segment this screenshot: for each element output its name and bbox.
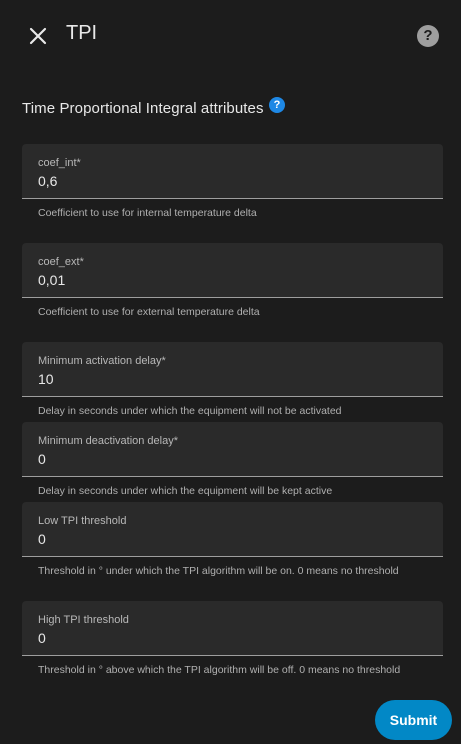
field-label: Minimum activation delay*: [38, 355, 166, 367]
coef-int-field[interactable]: [22, 144, 443, 199]
minimum-deactivation-delay-field[interactable]: [22, 422, 443, 477]
low-tpi-threshold-field[interactable]: [22, 502, 443, 557]
coef-ext-field[interactable]: [22, 243, 443, 298]
field-label: High TPI threshold: [38, 614, 129, 626]
close-icon[interactable]: [26, 24, 50, 48]
dialog-title: TPI: [66, 22, 98, 44]
field-helper-text: Threshold in ° above which the TPI algorithm will be off. 0 means no threshold: [38, 664, 401, 676]
field-label: coef_int*: [38, 157, 81, 169]
field-helper-text: Delay in seconds under which the equipment will not be activated: [38, 405, 342, 417]
high-tpi-threshold-field[interactable]: [22, 601, 443, 656]
help-circle-icon[interactable]: ?: [417, 25, 439, 47]
field-helper-text: Coefficient to use for external temperature delta: [38, 306, 260, 318]
dialog-header: [0, 0, 461, 72]
field-helper-text: Threshold in ° under which the TPI algorithm will be on. 0 means no threshold: [38, 565, 399, 577]
field-value[interactable]: 0: [38, 451, 46, 467]
field-label: Low TPI threshold: [38, 515, 127, 527]
minimum-activation-delay-field[interactable]: [22, 342, 443, 397]
field-value[interactable]: 10: [38, 371, 54, 387]
field-label: Minimum deactivation delay*: [38, 435, 179, 447]
field-value[interactable]: 0,6: [38, 173, 58, 189]
field-helper-text: Delay in seconds under which the equipment will be kept active: [38, 485, 333, 497]
field-label: coef_ext*: [38, 256, 84, 268]
field-helper-text: Coefficient to use for internal temperature delta: [38, 207, 257, 219]
section-title: Time Proportional Integral attributes: [22, 100, 264, 117]
submit-button[interactable]: Submit: [375, 700, 452, 740]
section-help-icon[interactable]: ?: [269, 97, 285, 113]
field-value[interactable]: 0: [38, 630, 46, 646]
field-value[interactable]: 0,01: [38, 272, 66, 288]
field-value[interactable]: 0: [38, 531, 46, 547]
